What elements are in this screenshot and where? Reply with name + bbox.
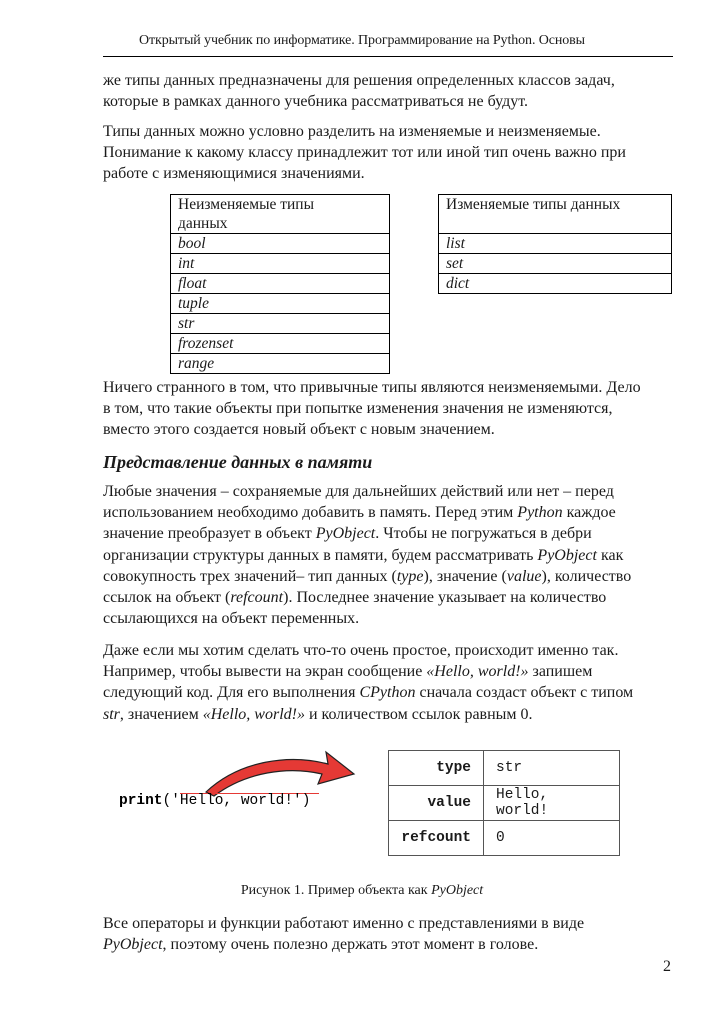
text-line xyxy=(103,587,673,608)
text-line xyxy=(103,523,673,544)
text-line: Любые значения – сохраняемые для дальнейших действий или нет – перед xyxy=(103,483,614,500)
table-header: Изменяемые типы данных xyxy=(439,195,672,234)
text-span: сначала создаст объект с типом xyxy=(415,684,634,702)
paragraph-hello-world xyxy=(103,640,673,725)
table-cell: str xyxy=(171,314,390,334)
text-span: организации структуры данных в памяти, будем рассматривать xyxy=(103,546,538,564)
text-span: , значением xyxy=(119,705,203,723)
emphasis: PyObject xyxy=(431,883,484,898)
text-line xyxy=(103,934,673,955)
red-arrow-icon xyxy=(200,740,360,800)
text-span: ссылок на объект ( xyxy=(103,589,231,607)
object-key: refcount xyxy=(389,821,484,856)
table-header xyxy=(171,195,390,234)
table-cell: int xyxy=(171,254,390,274)
table-row xyxy=(389,786,620,821)
emphasis: PyObject xyxy=(103,936,163,954)
text-line xyxy=(103,502,673,523)
figure-caption xyxy=(0,883,724,899)
text-line: Ничего странного в том, что привычные типы являются неизменяемыми. Дело xyxy=(103,379,641,396)
table-header-line: данных xyxy=(178,215,228,232)
object-value: Hello, world! xyxy=(484,786,620,821)
text-span: ), количество xyxy=(541,567,632,585)
text-line: работе с изменяющимися значениями. xyxy=(103,165,365,183)
object-key: value xyxy=(389,786,484,821)
paragraph-operators xyxy=(103,913,673,955)
header-rule xyxy=(103,56,673,57)
emphasis: PyObject xyxy=(315,525,376,543)
emphasis: Python xyxy=(517,504,563,522)
text-span: как xyxy=(596,546,624,564)
text-span: совокупность трех значений– тип данных ( xyxy=(103,567,397,585)
table-cell: frozenset xyxy=(171,334,390,354)
table-cell: list xyxy=(439,234,672,254)
emphasis: type xyxy=(396,567,424,585)
text-line xyxy=(103,682,673,703)
text-span: , поэтому очень полезно держать этот момент в голове. xyxy=(162,936,539,954)
text-line: ссылающихся на объект переменных. xyxy=(103,610,360,628)
text-line xyxy=(103,566,673,587)
table-cell: range xyxy=(171,354,390,374)
emphasis: «Hello, world!» xyxy=(202,705,305,723)
text-line: вместо этого создается новый объект с новым значением. xyxy=(103,421,495,439)
text-span: Например, чтобы вывести на экран сообщение xyxy=(103,663,427,681)
table-cell: float xyxy=(171,274,390,294)
text-span: каждое xyxy=(562,504,616,522)
text-span: и количеством ссылок равным 0. xyxy=(304,705,533,723)
paragraph-intro xyxy=(103,70,673,112)
paragraph-immutable-explain xyxy=(103,377,673,441)
emphasis: PyObject xyxy=(537,546,597,564)
text-line xyxy=(103,704,673,725)
table-row xyxy=(389,821,620,856)
text-span: . Чтобы не погружаться в дебри xyxy=(375,525,592,543)
emphasis: «Hello, world!» xyxy=(426,663,529,681)
immutable-types-table xyxy=(170,194,390,374)
table-cell: tuple xyxy=(171,294,390,314)
object-key: type xyxy=(389,751,484,786)
text-line: Типы данных можно условно разделить на изменяемые и неизменяемые. xyxy=(103,123,601,140)
emphasis: CPython xyxy=(359,684,416,702)
pyobject-table xyxy=(388,750,620,856)
caption-text: Рисунок 1. Пример объекта как xyxy=(240,883,432,898)
emphasis: refcount xyxy=(230,589,284,607)
code-arguments: ('Hello, world!') xyxy=(162,793,311,809)
text-line: же типы данных предназначены для решения определенных классов задач, xyxy=(103,72,615,89)
text-line xyxy=(103,661,673,682)
text-line xyxy=(103,545,673,566)
paragraph-mutability xyxy=(103,121,673,185)
text-line: Понимание к какому классу принадлежит тот или иной тип очень важно при xyxy=(103,144,626,162)
emphasis: str xyxy=(103,705,120,723)
table-cell: set xyxy=(439,254,672,274)
text-line: которые в рамках данного учебника рассматриваться не будут. xyxy=(103,93,529,111)
text-line: Все операторы и функции работают именно с представлениями в виде xyxy=(103,915,585,932)
code-snippet xyxy=(119,793,310,809)
text-span: использованием необходимо добавить в память. Перед этим xyxy=(103,504,518,522)
code-function: print xyxy=(119,793,163,809)
section-heading: Представление данных в памяти xyxy=(103,452,373,472)
text-span: запишем xyxy=(528,663,593,681)
text-span: ), значение ( xyxy=(423,567,507,585)
table-row xyxy=(389,751,620,786)
text-line: Даже если мы хотим сделать что-то очень простое, происходит именно так. xyxy=(103,642,619,659)
text-line: в том, что такие объекты при попытке изменения значения не изменяются, xyxy=(103,400,613,418)
page-number: 2 xyxy=(663,958,671,975)
running-header: Открытый учебник по информатике. Программирование на Python. Основы xyxy=(139,33,585,48)
paragraph-memory xyxy=(103,481,673,629)
text-span: ). Последнее значение указывает на количество xyxy=(283,589,607,607)
mutable-types-table xyxy=(438,194,672,294)
object-value: 0 xyxy=(484,821,620,856)
text-span: следующий код. Для его выполнения xyxy=(103,684,360,702)
table-cell: dict xyxy=(439,274,672,294)
table-cell: bool xyxy=(171,234,390,254)
object-value: str xyxy=(484,751,620,786)
emphasis: value xyxy=(506,567,542,585)
text-span: значение преобразует в объект xyxy=(103,525,316,543)
table-header-line: Неизменяемые типы xyxy=(178,196,315,213)
